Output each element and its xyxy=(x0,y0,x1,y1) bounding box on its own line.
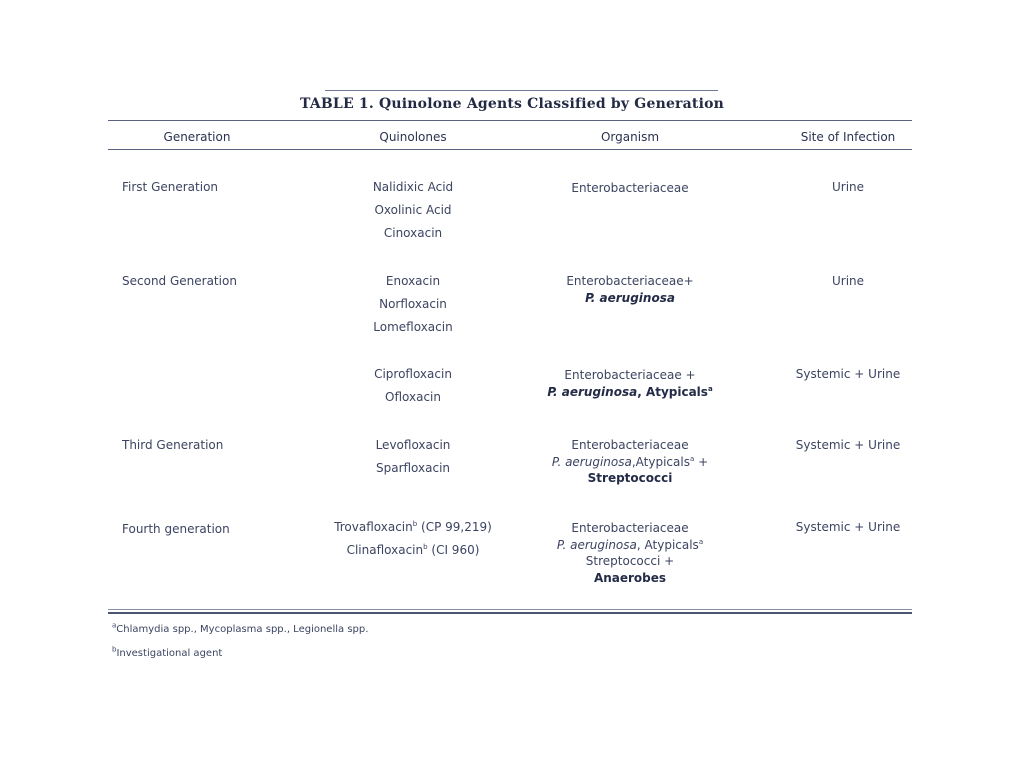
row-3-organism-pathogen: P. aeruginosa xyxy=(547,384,638,399)
table-title: TABLE 1. Quinolone Agents Classified by Generation xyxy=(299,96,725,112)
row-4-organism-pathogen: P. aeruginosa xyxy=(551,454,632,469)
row-1-quinolone-1: Nalidixic Acid xyxy=(372,180,454,194)
row-1-quinolone-3: Cinoxacin xyxy=(383,226,443,240)
row-1-organism xyxy=(571,180,688,197)
row-3-organism-atypicals: , Atypicals xyxy=(637,384,708,399)
column-header-site: Site of Infection xyxy=(800,130,896,144)
row-2-generation: Second Generation xyxy=(122,274,237,288)
row-2-organism-line-2: P. aeruginosa xyxy=(585,290,675,305)
row-1-generation: First Generation xyxy=(122,180,219,194)
row-5-quinolone-2-footnote-mark: b xyxy=(423,543,428,551)
row-2-quinolone-2: Norfloxacin xyxy=(379,297,447,311)
column-header-quinolones: Quinolones xyxy=(379,130,447,144)
row-5-organism-line-4: Anaerobes xyxy=(593,570,667,585)
row-5-organism-line-2 xyxy=(557,537,703,554)
header-rule-top xyxy=(108,120,912,121)
header-rule-bottom xyxy=(108,149,912,150)
row-5-quinolone-1 xyxy=(334,516,492,539)
row-5-organism-line-3: Streptococci + xyxy=(585,554,675,568)
row-3-quinolone-2: Ofloxacin xyxy=(385,390,441,404)
row-1-quinolone-2: Oxolinic Acid xyxy=(374,203,452,217)
row-5-generation: Fourth generation xyxy=(122,522,230,536)
row-4-quinolone-1: Levofloxacin xyxy=(375,438,451,452)
row-2-site: Urine xyxy=(831,274,865,288)
row-2-quinolone-3: Lomefloxacin xyxy=(373,320,453,334)
title-rule-top xyxy=(325,90,718,91)
row-5-quinolone-1-name: Trovafloxacin xyxy=(334,520,413,534)
row-4-organism xyxy=(552,437,708,487)
row-2-quinolone-1: Enoxacin xyxy=(385,274,441,288)
column-header-organism: Organism xyxy=(600,130,660,144)
row-5-quinolone-1-footnote-mark: b xyxy=(412,520,418,528)
footnote-b-text: Investigational agent xyxy=(116,648,223,659)
row-4-generation: Third Generation xyxy=(122,438,224,452)
row-5-quinolone-1-code: (CP 99,219) xyxy=(417,520,492,534)
row-3-organism-line-1: Enterobacteriaceae + xyxy=(564,368,696,382)
row-5-organism xyxy=(557,520,703,586)
row-4-organism-footnote-mark: a xyxy=(689,454,695,463)
row-3-site: Systemic + Urine xyxy=(795,367,901,381)
table-bottom-rule xyxy=(108,609,912,610)
row-5-site: Systemic + Urine xyxy=(795,520,901,534)
row-5-organism-atypicals: , Atypicals xyxy=(636,537,699,552)
row-5-quinolone-2 xyxy=(347,539,480,562)
row-3-organism xyxy=(547,367,712,400)
column-header-generation: Generation xyxy=(163,130,231,144)
row-4-organism-atypicals: ,Atypicals xyxy=(631,454,690,469)
row-1-site: Urine xyxy=(831,180,865,194)
row-5-quinolone-2-name: Clinafloxacin xyxy=(346,543,424,557)
row-3-organism-line-2 xyxy=(547,384,712,401)
row-4-quinolone-2: Sparfloxacin xyxy=(375,461,451,475)
footnote-a-text: Chlamydia spp., Mycoplasma spp., Legionella spp. xyxy=(116,624,369,635)
row-4-site: Systemic + Urine xyxy=(795,438,901,452)
footnote-b xyxy=(112,645,223,659)
row-5-organism-footnote-mark: a xyxy=(698,537,704,546)
row-2-organism-line-1: Enterobacteriaceae+ xyxy=(566,274,694,288)
row-2-organism xyxy=(566,273,693,306)
table-bottom-rule-thick xyxy=(108,612,912,614)
row-5-organism-line-1: Enterobacteriaceae xyxy=(571,521,689,535)
row-4-organism-line-1: Enterobacteriaceae xyxy=(571,438,689,452)
row-5-quinolone-2-code: (CI 960) xyxy=(427,543,480,557)
row-4-organism-line-2 xyxy=(552,454,708,471)
row-5-organism-pathogen: P. aeruginosa xyxy=(556,537,637,552)
row-3-quinolone-1: Ciprofloxacin xyxy=(374,367,452,381)
footnote-a-mark: a xyxy=(112,621,117,630)
row-3-organism-footnote-mark: a xyxy=(707,384,713,393)
footnote-b-mark: b xyxy=(112,645,117,654)
row-1-organism-line-1: Enterobacteriaceae xyxy=(571,181,689,195)
row-4-organism-plus: + xyxy=(694,454,709,469)
footnote-a xyxy=(112,621,369,635)
row-4-organism-line-3: Streptococci xyxy=(587,471,673,485)
